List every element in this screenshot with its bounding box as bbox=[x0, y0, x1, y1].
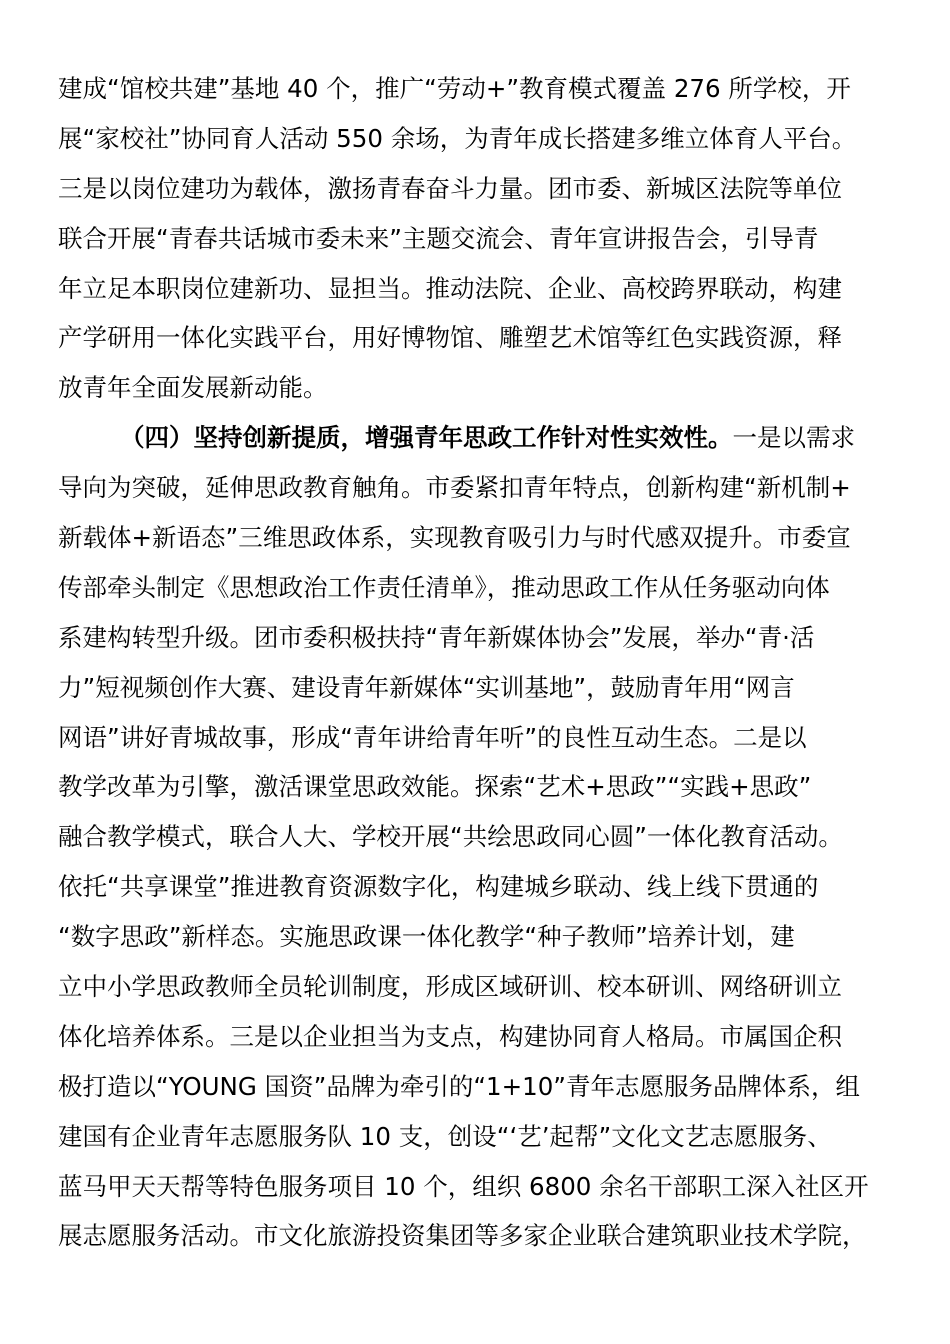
text-line: 建成“馆校共建”基地 40 个，推广“劳动+”教育模式覆盖 276 所学校，开 bbox=[58, 74, 851, 103]
text-line: 依托“共享课堂”推进教育资源数字化，构建城乡联动、线上线下贯通的 bbox=[58, 872, 819, 902]
text-line: 三是以岗位建功为载体，激扬青春奋斗力量。团市委、新城区法院等单位 bbox=[58, 173, 842, 203]
text-line: 年立足本职岗位建新功、显担当。推动法院、企业、高校跨界联动，构建 bbox=[58, 273, 842, 303]
text-line: 融合教学模式，联合人大、学校开展“共绘思政同心圆”一体化教育活动。 bbox=[58, 822, 843, 852]
text-line: 放青年全面发展新动能。 bbox=[58, 373, 328, 403]
paragraph-2 bbox=[58, 413, 898, 1261]
text-line: 新载体+新语态”三维思政体系，实现教育吸引力与时代感双提升。市委宣 bbox=[58, 523, 851, 553]
document-page bbox=[58, 64, 898, 1261]
text-line: 展“家校社”协同育人活动 550 余场，为青年成长搭建多维立体育人平台。 bbox=[58, 123, 857, 153]
text-line: 联合开展“青春共话城市委未来”主题交流会、青年宣讲报告会，引导青 bbox=[58, 223, 819, 253]
text-line: 建国有企业青年志愿服务队 10 支，创设“‘艺’起帮”文化文艺志愿服务、 bbox=[58, 1121, 832, 1151]
text-line: 传部牵头制定《思想政治工作责任清单》，推动思政工作从任务驱动向体 bbox=[58, 572, 830, 602]
heading-continuation: 一是以需求 bbox=[732, 423, 855, 453]
text-line: 蓝马甲天天帮等特色服务项目 10 个，组织 6800 余名干部职工深入社区开 bbox=[58, 1171, 869, 1201]
text-line: 教学改革为引擎，激活课堂思政效能。探索“艺术+思政”“实践+思政” bbox=[58, 772, 812, 802]
text-line: 网语”讲好青城故事，形成“青年讲给青年听”的良性互动生态。二是以 bbox=[58, 722, 807, 752]
text-line-first bbox=[58, 413, 898, 463]
paragraph-1 bbox=[58, 64, 898, 413]
text-line: 系建构转型升级。团市委积极扶持“青年新媒体协会”发展，举办“青·活 bbox=[58, 622, 815, 652]
text-line: “数字思政”新样态。实施思政课一体化教学“种子教师”培养计划，建 bbox=[58, 922, 795, 952]
text-line: 立中小学思政教师全员轮训制度，形成区域研训、校本研训、网络研训立 bbox=[58, 972, 842, 1002]
text-line: 导向为突破，延伸思政教育触角。市委紧扣青年特点，创新构建“新机制+ bbox=[58, 473, 851, 503]
text-line: 力”短视频创作大赛、建设青年新媒体“实训基地”，鼓励青年用“网言 bbox=[58, 672, 795, 702]
text-line: 产学研用一体化实践平台，用好博物馆、雕塑艺术馆等红色实践资源，释 bbox=[58, 323, 842, 353]
text-line: 展志愿服务活动。市文化旅游投资集团等多家企业联合建筑职业技术学院， bbox=[58, 1221, 867, 1251]
text-line: 体化培养体系。三是以企业担当为支点，构建协同育人格局。市属国企积 bbox=[58, 1021, 842, 1051]
section-heading: （四）坚持创新提质，增强青年思政工作针对性实效性。 bbox=[120, 423, 733, 453]
text-line: 极打造以“YOUNG 国资”品牌为牵引的“1+10”青年志愿服务品牌体系，组 bbox=[58, 1071, 861, 1101]
